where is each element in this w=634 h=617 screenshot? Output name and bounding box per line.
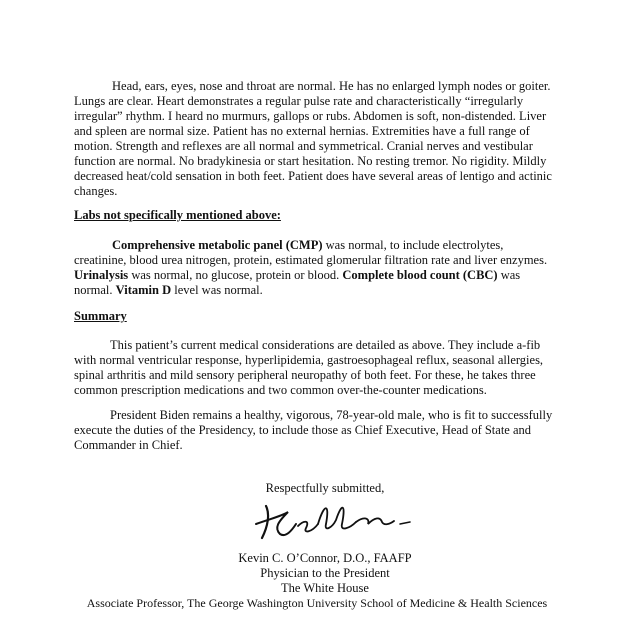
cbc-term: Complete blood count (CBC) bbox=[342, 268, 498, 282]
closing-submitted: Respectfully submitted, bbox=[265, 481, 385, 495]
urinalysis-text: was normal, no glucose, protein or blood. bbox=[128, 268, 343, 282]
cmp-term: Comprehensive metabolic panel (CMP) bbox=[112, 238, 323, 252]
signature-image bbox=[248, 494, 418, 544]
cmp-text: was normal, to include electrolytes, creatinine, blood urea nitrogen, protein, estimated glomerular filtration rate and liver enzymes. bbox=[74, 238, 548, 267]
signer-name: Kevin C. O’Connor, D.O., FAAFP bbox=[238, 551, 412, 565]
physical-exam-paragraph: Head, ears, eyes, nose and throat are normal. He has no enlarged lymph nodes or goiter. Lungs are clear. Heart demonstrates a regular pulse rate and characteristically “irregularly irregular” rhythm. I heard no murmurs, gallops or rubs. Abdomen is soft, non-distended. Liver and spleen are normal size. Patient has no external hernias. Extremities have a full range of motion. Strength and reflexes are all normal and symmetrical. Cranial nerves and vestibular function are normal. No bradykinesia or start hesitation. No resting tremor. No rigidity. Mildly decreased heat/cold sensation in both feet. Patient does have several areas of lentigo and actinic changes. bbox=[74, 79, 552, 198]
signer-title: Physician to the President bbox=[260, 566, 390, 580]
vitamin-d-text: level was normal. bbox=[171, 283, 263, 297]
summary-paragraph-1: This patient’s current medical considerations are detailed as above. They include a-fib with normal ventricular response, hyperlipidemia, gastroesophageal reflux, seasonal allergies, spinal arthritis and mild sensory peripheral neuropathy of both feet. For these, he takes three common prescription medications and two common over-the-counter medications. bbox=[74, 338, 544, 397]
cbc-text: was normal. bbox=[74, 268, 521, 297]
urinalysis-term: Urinalysis bbox=[74, 268, 129, 282]
labs-paragraph bbox=[74, 238, 558, 298]
signer-affiliation: Associate Professor, The George Washington University School of Medicine & Health Sciences bbox=[86, 596, 548, 610]
summary-paragraph-2: President Biden remains a healthy, vigorous, 78-year-old male, who is fit to successfully execute the duties of the Presidency, to include those as Chief Executive, Head of State and Commander in Chief. bbox=[74, 408, 553, 452]
vitamin-d-term: Vitamin D bbox=[115, 283, 172, 297]
labs-heading: Labs not specifically mentioned above: bbox=[74, 208, 281, 222]
signer-office: The White House bbox=[281, 581, 369, 595]
summary-heading: Summary bbox=[74, 309, 127, 323]
